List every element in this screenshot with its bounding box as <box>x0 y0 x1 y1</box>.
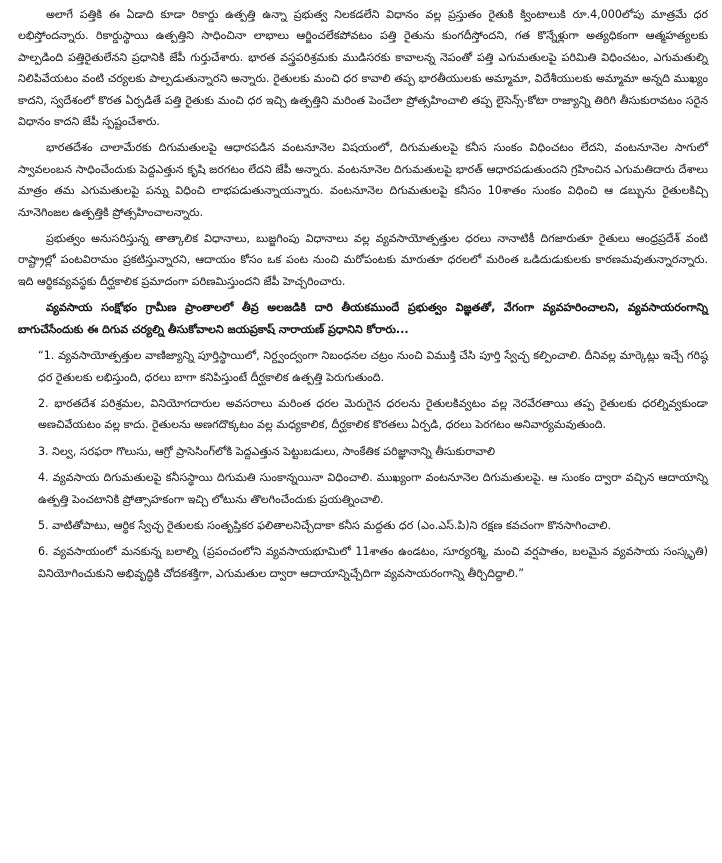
list-item-point-2: 2. భారతదేశ పరిశ్రమల, వినియోగదారుల అవసరాలు మరింత ధరల మెరుగైన ధరలను రైతులకివ్వటం వల్ల నెరవేరతాయి తప్ప రైతులకు ధరల్నివ్వకుండా అణచివేయటం వల్ల కాదు. రైతులను అణగదొక్కటం వల్ల మధ్యకాలిక, దీర్ఘకాలిక కొరతలు ఏర్పడి, ధరలు పెరగటం అనివార్యమవుతుంది. <box>38 396 708 432</box>
paragraph-demands-intro: వ్యవసాయ సంక్షోభం గ్రామీణ ప్రాంతాలలో తీవ్ర అలజడికి దారి తీయకముందే ప్రభుత్వం విజ్ఞతతో, వేగంగా వ్యవహరించాలని, వ్యవసాయరంగాన్ని బాగుచేసేందుకు ఈ దిగువ చర్యల్ని తీసుకోవాలని జయప్రకాష్ నారాయణ్ ప్రధానిని కోరారు... <box>18 301 708 336</box>
article-body <box>18 4 708 584</box>
paragraph-cotton-prices: అలాగే పత్తికి ఈ ఏడాది కూడా రికార్డు ఉత్పత్తి ఉన్నా ప్రభుత్వ నిలకడలేని విధానం వల్ల ప్రస్తుతం రైతుకి క్వింటాలుకి రూ.4,000లోపు మాత్రమే ధర లభిస్తోందన్నారు. రికార్డుస్థాయి ఉత్పత్తిని సాధించినా లాభాలు ఆర్జించలేకపోవటం పత్తి రైతును కుంగదీస్తోందని, గత కొన్నేళ్లుగా అత్యధికంగా ఆత్మహత్యలకు పాల్పడింది పత్తిరైతులేనని ప్రధానికి జేపీ గుర్తుచేశారు. భారత వస్త్రపరిశ్రమకు ముడిసరకు కావాలన్న నెపంతో పత్తి ఎగుమతులపై పరిమితి విధించటం, ఎగుమతుల్ని నిలిపివేయటం వంటి చర్యలకు పాల్పడుతున్నారని అన్నారు. రైతులకు మంచి ధర కావాలి తప్ప భారతీయులకు అమ్మామా, విదేశీయులకు అమ్మామా అన్నది ముఖ్యం కాదని, స్వదేశంలో కొరత ఏర్పడితే పత్తి రైతుకు మంచి ధర ఇచ్చి ఉత్పత్తిని మరింత పెంచేలా ప్రోత్సహించాలి తప్ప లైసెన్స్-కోటా రాజ్యాన్ని తిరిగి తీసుకురావటం సరైన విధానం కాదని జేపీ స్పష్టంచేశారు. <box>18 8 708 129</box>
list-item-point-3: 3. నిల్వ, సరఫరా గొలుసు, ఆగ్రో ప్రాసెసింగ్‌లోకి పెద్దఎత్తున పెట్టుబడులు, సాంకేతిక పరిజ్ఞానాన్ని తీసుకురావాలి <box>38 444 496 458</box>
list-item-point-5: 5. వాటితోపాటు, ఆర్థిక స్వేచ్ఛ రైతులకు సంతృప్తికర ఫలితాలనిచ్చేదాకా కనీస మద్దతు ధర (ఎం.ఎస్.పి)ని రక్షణ కవచంగా కొనసాగించాలి. <box>38 518 611 532</box>
paragraph-edible-oils: భారతదేశం చాలామేరకు దిగుమతులపై ఆధారపడిన వంటనూనెల విషయంలో, దిగుమతులపై కనీస సుంకం విధించటం లేదని, వంటనూనెల సాగులో స్వావలంబన సాధించేందుకు పెద్దఎత్తున కృషి జరగటం లేదని జేపీ అన్నారు. వంటనూనెల దిగుమతులపై భారత్ ఆధారపడుతుందని గ్రహించిన ఎగుమతిదారు దేశాలు మాత్రం తమ ఎగుమతులపై పన్ను విధించి లాభపడుతున్నాయన్నారు. వంటనూనెల దిగుమతులపై కనీసం 10శాతం సుంకం విధించి ఆ డబ్బును రైతులకిచ్చి నూనెగింజల ఉత్పత్తికి ప్రోత్సహించాలన్నారు. <box>18 141 708 219</box>
list-item-point-4: 4. వ్యవసాయ దిగుమతులపై కనీసస్థాయి దిగుమతి సుంకాన్నయినా విధించాలి. ముఖ్యంగా వంటనూనెల దిగుమతులపై. ఆ సుంకం ద్వారా వచ్చిన ఆదాయాన్ని ఉత్పత్తి పెంచటానికి ప్రోత్సాహకంగా ఇచ్చి లోటును తొలగించేందుకు ప్రయత్నించాలి. <box>38 471 708 506</box>
paragraph-temporary-policies: ప్రభుత్వం అనుసరిస్తున్న తాత్కాలిక విధానాలు, బుజ్జగింపు విధానాలు వల్ల వ్యవసాయోత్పత్తుల ధరలు నానాటికీ దిగజారుతూ రైతులు ఆంధ్రప్రదేశ్ వంటి రాష్ట్రాల్లో పంటవిరామం ప్రకటిస్తున్నారని, ఆదాయం కోసం ఒక పంట నుంచి మరోపంటకు మారుతూ ధరలలో మరింత ఒడిదుడుకులకు కారణమవుతున్నారన్నారు. ఇది ఆర్థికవ్యవస్థకు దీర్ఘకాలిక ప్రమాదంగా పరిణమిస్తుందని జేపీ హెచ్చరించారు. <box>18 232 708 288</box>
list-item-point-6: 6. వ్యవసాయంలో మనకున్న బలాల్ని (ప్రపంచంలోని వ్యవసాయభూమిలో 11శాతం ఉండటం, సూర్యరశ్మి, మంచి వర్షపాతం, బలమైన వ్యవసాయ సంస్కృతి) వినియోగించుకుని అభివృద్ధికి చోదకశక్తిగా, ఎగుమతుల ద్వారా ఆదాయాన్నిచ్చేదిగా వ్యవసాయరంగాన్ని తీర్చిదిద్దాలి.” <box>38 545 708 580</box>
list-item-point-1: “1. వ్యవసాయోత్పత్తుల వాణిజ్యాన్ని పూర్తిస్థాయిలో, నిర్ద్వంద్వంగా నిబంధనల చట్రం నుంచి విముక్తి చేసి పూర్తి స్వేచ్ఛ కల్పించాలి. దీనివల్ల మార్కెట్లు ఇచ్చే గరిష్ఠ ధర రైతులకు లభిస్తుంది, ధరలు బాగా కనిపిస్తుంటే దీర్ఘకాలిక ఉత్పత్తి పెరుగుతుంది. <box>38 349 708 384</box>
